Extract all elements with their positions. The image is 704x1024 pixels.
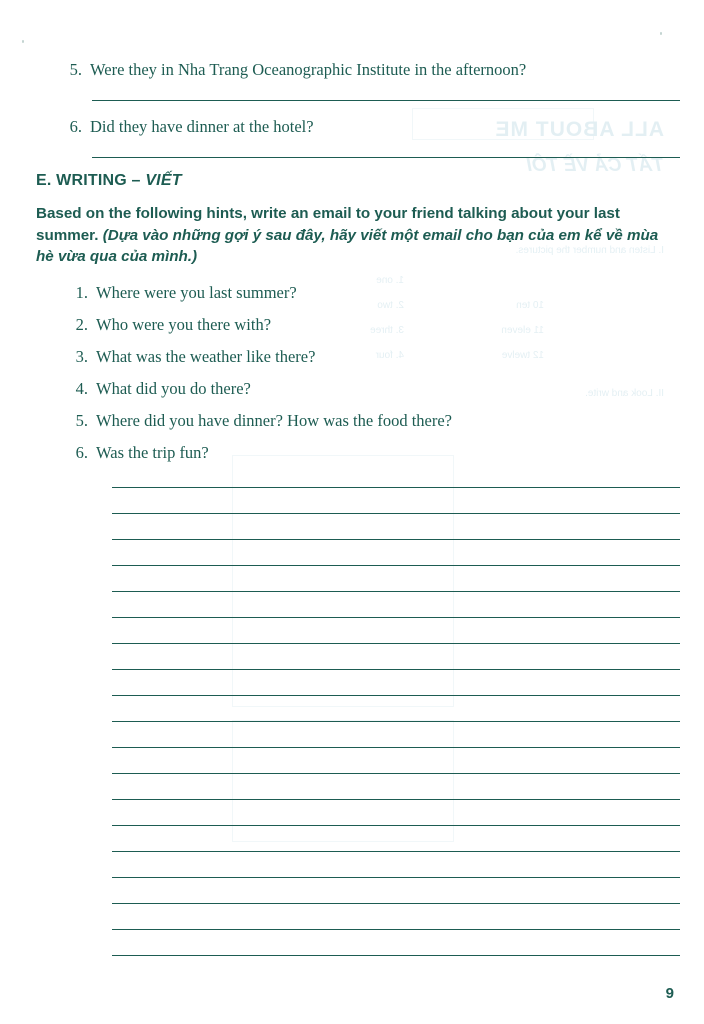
answer-line[interactable] [112, 591, 680, 592]
item-number: 6. [75, 443, 88, 462]
paper-speck [660, 32, 662, 35]
instruction-vietnamese: (Dựa vào những gợi ý sau đây, hãy viết một email cho bạn của em kể về mùa hè vừa qua của mình.) [36, 226, 659, 266]
answer-line[interactable] [112, 747, 680, 748]
section-heading [36, 172, 182, 190]
answer-line[interactable] [112, 565, 680, 566]
item-number: 2. [75, 315, 88, 334]
answer-line[interactable] [112, 903, 680, 904]
item-number: 5. [69, 60, 82, 79]
bleed-line: 3. three [370, 325, 404, 336]
answer-line[interactable] [112, 955, 680, 956]
item-text: What did you do there? [96, 379, 251, 398]
bleed-line: II. Look and write. [585, 388, 664, 399]
section-dash: – [131, 172, 141, 189]
item-number: 4. [75, 379, 88, 398]
list-item [56, 117, 656, 137]
list-item [56, 60, 656, 80]
bleed-line: 12 twelve [501, 350, 544, 361]
list-item [62, 347, 662, 367]
answer-line[interactable] [92, 100, 680, 101]
item-number: 5. [75, 411, 88, 430]
item-number: 1. [75, 283, 88, 302]
answer-line[interactable] [112, 669, 680, 670]
bleed-line: I. Listen and number the pictures. [515, 245, 664, 256]
answer-line[interactable] [92, 157, 680, 158]
item-text: Where did you have dinner? How was the food there? [96, 411, 452, 430]
instructions [36, 203, 676, 268]
answer-line[interactable] [112, 773, 680, 774]
answer-line[interactable] [112, 695, 680, 696]
answer-line[interactable] [112, 877, 680, 878]
answer-line[interactable] [112, 799, 680, 800]
answer-line[interactable] [112, 929, 680, 930]
section-label-vietnamese: VIẾT [145, 172, 182, 189]
item-text: Did they have dinner at the hotel? [90, 117, 314, 136]
answer-line[interactable] [112, 617, 680, 618]
item-number: 6. [69, 117, 82, 136]
answer-line[interactable] [112, 487, 680, 488]
answer-line[interactable] [112, 851, 680, 852]
answer-line[interactable] [112, 539, 680, 540]
list-item [62, 379, 662, 399]
list-item [62, 411, 662, 431]
bleed-subtitle: TẤT CẢ VỀ TÔI [526, 155, 664, 176]
answer-line[interactable] [112, 825, 680, 826]
bleed-line: 10 ten [516, 300, 544, 311]
paper-speck [22, 40, 24, 43]
bleed-line: 1. one [376, 275, 404, 286]
bleed-line: 2. two [377, 300, 404, 311]
item-text: Was the trip fun? [96, 443, 209, 462]
bleed-line: 4. four [375, 350, 404, 361]
section-label: E. WRITING [36, 172, 127, 189]
answer-line[interactable] [112, 721, 680, 722]
bleed-title: ALL ABOUT ME [494, 118, 664, 141]
bleed-line: 11 eleven [501, 325, 544, 336]
list-item [62, 443, 662, 463]
instruction-english: Based on the following hints, write an email to your friend talking about your last summer. [36, 205, 620, 244]
item-number: 3. [75, 347, 88, 366]
item-text: What was the weather like there? [96, 347, 316, 366]
page-number: 9 [665, 985, 674, 1002]
list-item [62, 315, 662, 335]
answer-line[interactable] [112, 513, 680, 514]
item-text: Where were you last summer? [96, 283, 297, 302]
item-text: Who were you there with? [96, 315, 272, 334]
list-item [62, 283, 662, 303]
answer-line[interactable] [112, 643, 680, 644]
item-text: Were they in Nha Trang Oceanographic Institute in the afternoon? [90, 60, 527, 79]
